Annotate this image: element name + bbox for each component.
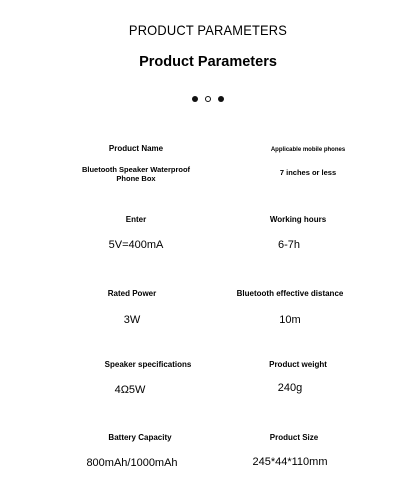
page-main-title: Product Parameters: [139, 54, 277, 70]
param-product-name-value: [56, 165, 216, 183]
param-label: Speaker specifications: [104, 360, 192, 369]
param-applicable-phones-value: [228, 167, 388, 179]
param-value: 240g: [277, 382, 303, 394]
param-rated-power-value: [52, 314, 212, 326]
param-label: Bluetooth effective distance: [236, 289, 344, 298]
param-label: Applicable mobile phones: [270, 147, 346, 153]
param-enter-value: [56, 239, 216, 251]
param-applicable-phones: [228, 145, 388, 155]
param-label: Rated Power: [107, 289, 157, 298]
param-value: 5V=400mA: [108, 239, 164, 251]
param-product-name: [56, 144, 216, 154]
dot-icon: [218, 96, 224, 102]
param-product-weight-value: [210, 382, 370, 394]
param-value: 4Ω5W: [114, 384, 146, 396]
param-product-size-value: [210, 456, 370, 468]
param-battery-capacity-value: [52, 457, 212, 469]
page-top-title: PRODUCT PARAMETERS: [128, 22, 288, 38]
param-battery-capacity: [60, 433, 220, 443]
param-value: 7 inches or less: [279, 168, 337, 177]
param-bluetooth-distance-value: [210, 314, 370, 326]
param-product-size: [214, 433, 374, 443]
param-value: Bluetooth Speaker Waterproof Phone Box: [81, 165, 191, 183]
param-value: 6-7h: [278, 239, 301, 251]
param-value: 3W: [123, 314, 141, 326]
param-rated-power: [52, 289, 212, 299]
dot-icon: [192, 96, 198, 102]
param-label: Product weight: [269, 360, 327, 369]
dots-divider: [0, 96, 416, 102]
param-label: Product Size: [269, 433, 319, 442]
param-value: 245*44*110mm: [252, 456, 328, 468]
param-label: Product Name: [108, 144, 164, 153]
param-bluetooth-distance: [210, 289, 370, 299]
param-speaker-specs: [68, 360, 228, 370]
param-enter: [56, 215, 216, 225]
param-value: 10m: [279, 314, 301, 326]
param-label: Working hours: [269, 215, 327, 224]
param-label: Battery Capacity: [108, 433, 172, 442]
param-working-hours: [218, 215, 378, 225]
param-working-hours-value: [218, 239, 378, 251]
param-product-weight: [218, 360, 378, 370]
param-label: Enter: [125, 215, 147, 224]
param-speaker-specs-value: [50, 384, 210, 396]
dot-icon: [205, 96, 211, 102]
param-value: 800mAh/1000mAh: [86, 457, 178, 469]
